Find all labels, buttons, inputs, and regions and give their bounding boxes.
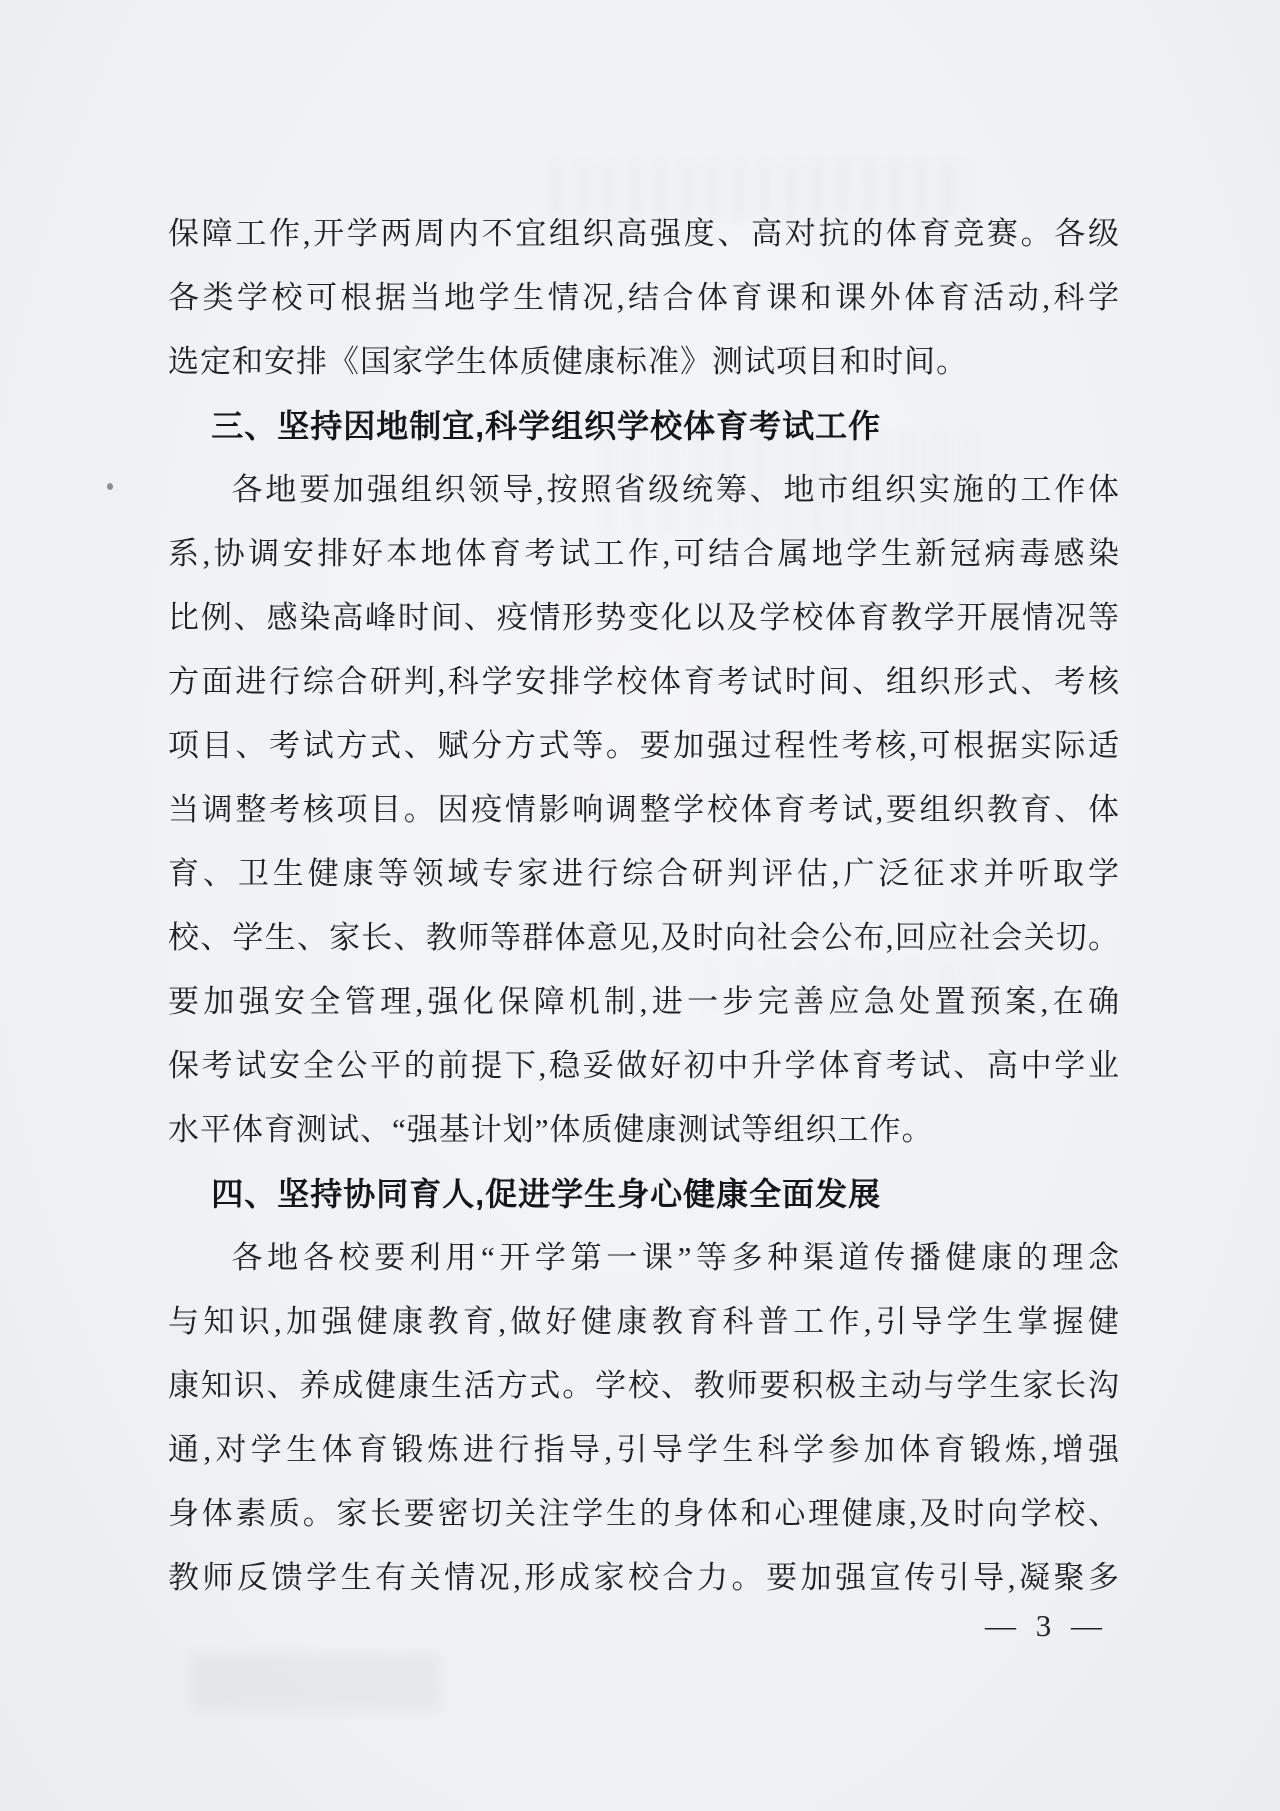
text-line: 各地各校要利用“开学第一课”等多种渠道传播健康的理念 [231,1240,1120,1275]
text-line: 教师反馈学生有关情况,形成家校合力。要加强宣传引导,凝聚多 [168,1560,1120,1595]
text-line: 比例、感染高峰时间、疫情形势变化以及学校体育教学开展情况等 [168,600,1120,635]
text-line: 育、卫生健康等领域专家进行综合研判评估,广泛征求并听取学 [168,856,1120,891]
scan-speck [107,483,113,490]
section-heading: 四、坚持协同育人,促进学生身心健康全面发展 [211,1176,882,1212]
text-line: 校、学生、家长、教师等群体意见,及时向社会公布,回应社会关切。 [168,920,1120,955]
page-number: — 3 — [985,1608,1108,1643]
text-line: 当调整考核项目。因疫情影响调整学校体育考试,要组织教育、体 [168,792,1120,827]
text-line: 方面进行综合研判,科学安排学校体育考试时间、组织形式、考核 [168,664,1120,699]
text-line: 要加强安全管理,强化保障机制,进一步完善应急处置预案,在确 [168,984,1120,1019]
text-line: 项目、考试方式、赋分方式等。要加强过程性考核,可根据实际适 [168,728,1120,763]
text-line: 水平体育测试、“强基计划”体质健康测试等组织工作。 [168,1112,934,1147]
text-line: 各类学校可根据当地学生情况,结合体育课和课外体育活动,科学 [168,280,1120,315]
text-line: 系,协调安排好本地体育考试工作,可结合属地学生新冠病毒感染 [168,536,1120,571]
text-line: 康知识、养成健康生活方式。学校、教师要积极主动与学生家长沟 [168,1368,1120,1403]
document-body-text [168,202,1120,1610]
text-line: 各地要加强组织领导,按照省级统筹、地市组织实施的工作体 [231,472,1120,507]
text-line: 选定和安排《国家学生体质健康标准》测试项目和时间。 [168,344,968,379]
text-line: 与知识,加强健康教育,做好健康教育科普工作,引导学生掌握健 [168,1304,1120,1339]
text-line: 通,对学生体育锻炼进行指导,引导学生科学参加体育锻炼,增强 [168,1432,1120,1467]
section-heading: 三、坚持因地制宜,科学组织学校体育考试工作 [211,408,882,444]
text-line: 保障工作,开学两周内不宜组织高强度、高对抗的体育竞赛。各级 [168,216,1120,251]
text-line: 身体素质。家长要密切关注学生的身体和心理健康,及时向学校、 [168,1496,1120,1531]
text-line: 保考试安全公平的前提下,稳妥做好初中升学体育考试、高中学业 [168,1048,1120,1083]
